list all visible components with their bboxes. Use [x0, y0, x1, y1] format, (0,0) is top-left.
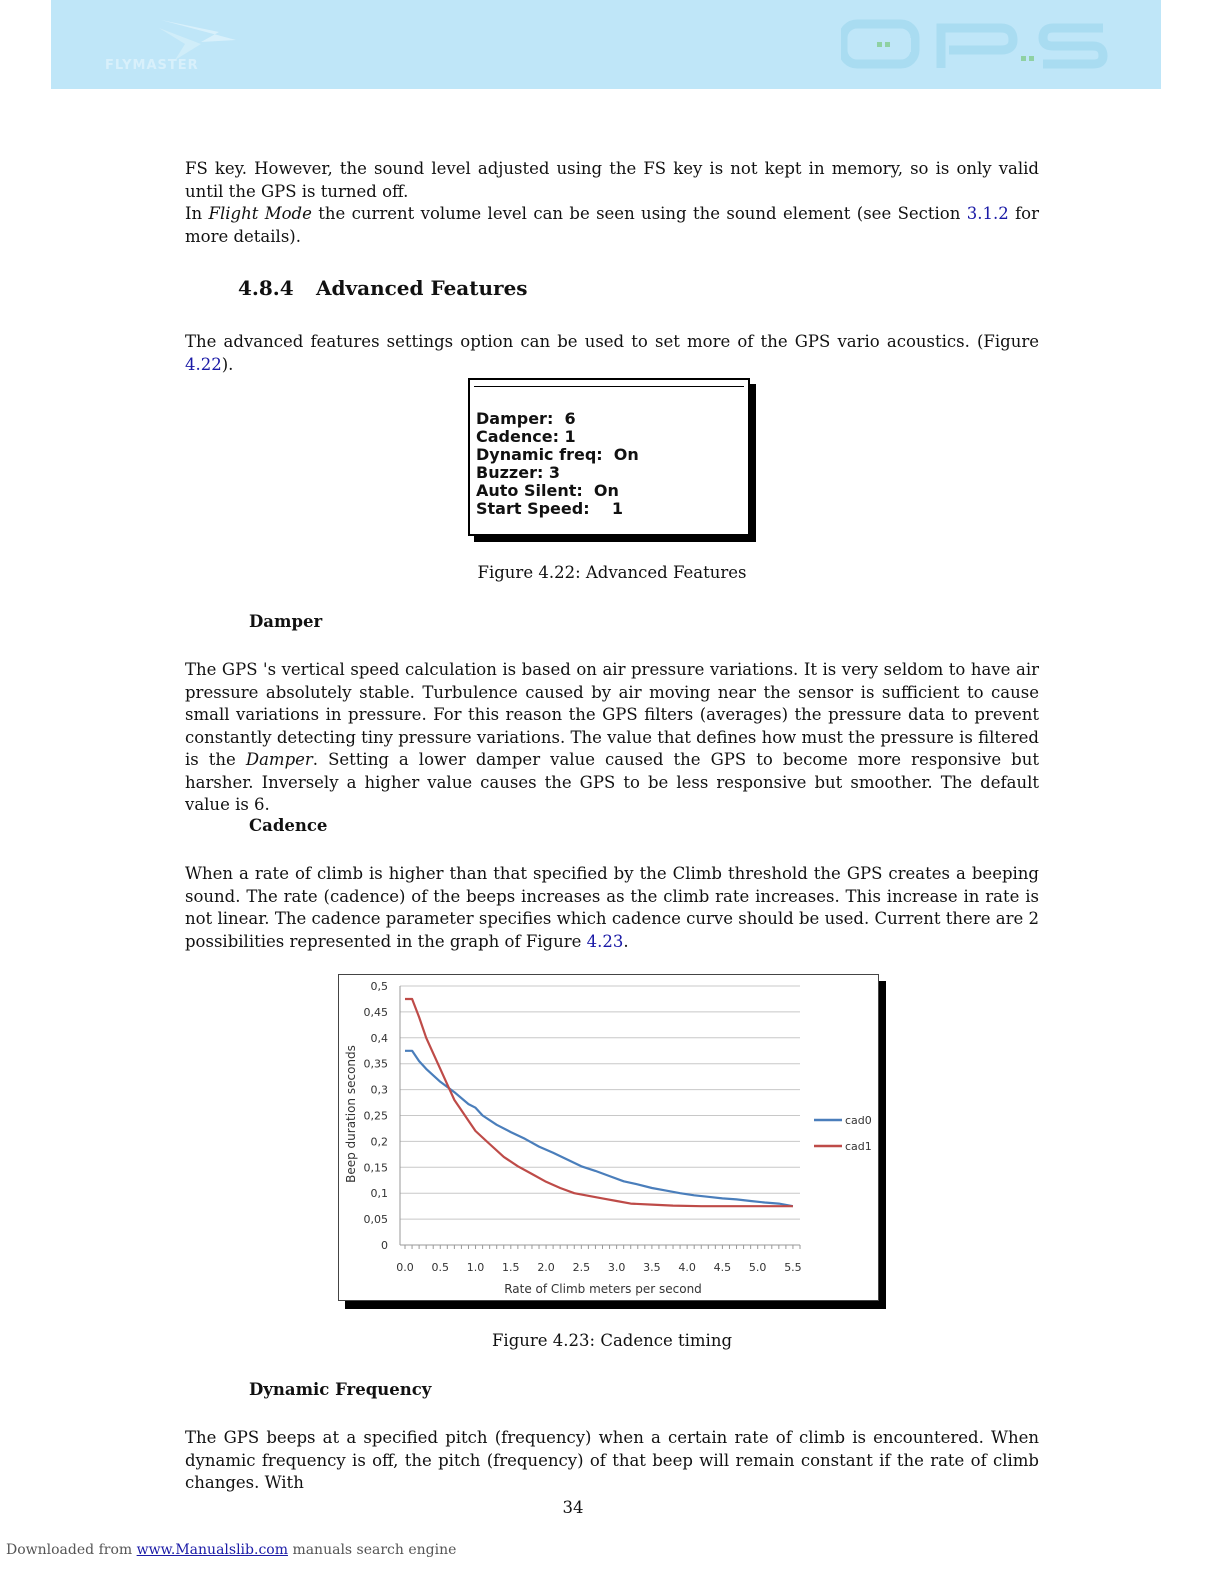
section-intro-post: ). — [221, 354, 234, 374]
damper-heading: Damper — [249, 612, 323, 631]
cadence-heading: Cadence — [249, 816, 328, 835]
header-banner — [51, 0, 1161, 89]
cadence-paragraph — [185, 863, 1039, 953]
legend-label-cad1: cad1 — [845, 1140, 872, 1153]
y-tick-label: 0,05 — [363, 1213, 388, 1227]
x-tick-label: 4.5 — [713, 1261, 732, 1274]
lcd-settings-list — [476, 410, 639, 518]
lcd-row-dynamic-freq: Dynamic freq: On — [476, 445, 639, 464]
footer — [6, 1542, 456, 1558]
y-tick-label: 0,15 — [363, 1161, 388, 1175]
x-tick-label: 0.5 — [431, 1261, 450, 1274]
cadence-text-post: . — [623, 931, 629, 951]
section-heading — [238, 276, 528, 300]
y-tick-label: 0 — [381, 1239, 388, 1252]
series-line-cad0 — [405, 1051, 793, 1206]
x-tick-label: 0.0 — [396, 1261, 414, 1274]
x-tick-label: 5.0 — [748, 1261, 767, 1274]
intro-text-2-post: for more details). — [185, 204, 1039, 246]
footer-prefix: Downloaded from — [6, 1542, 133, 1558]
intro-text-2-mid: the current volume level can be seen using the sound element (see Section — [311, 204, 967, 223]
y-tick-label: 0,45 — [363, 1005, 388, 1019]
lcd-row-cadence: Cadence: 1 — [476, 427, 576, 446]
damper-term: Damper — [245, 750, 313, 769]
y-tick-label: 0,3 — [370, 1083, 388, 1097]
x-tick-label: 3.5 — [643, 1261, 661, 1274]
section-number: 4.8.4 — [238, 276, 294, 300]
y-axis-label: Beep duration seconds — [344, 1045, 358, 1183]
y-tick-label: 0,2 — [370, 1135, 388, 1149]
lcd-row-auto-silent: Auto Silent: On — [476, 481, 619, 500]
lcd-row-start-speed: Start Speed: 1 — [476, 499, 624, 518]
x-tick-label: 2.0 — [537, 1261, 555, 1274]
y-tick-label: 0,1 — [370, 1187, 388, 1201]
section-title: Advanced Features — [316, 276, 528, 300]
figure-4-22-caption: Figure 4.22: Advanced Features — [477, 563, 747, 582]
damper-paragraph — [185, 659, 1039, 817]
damper-text-pre: The GPS 's vertical speed calculation is based on air pressure variations. It is very seldom to have air pressure absolutely stable. Turbulence caused by air moving near the sensor is sufficient to cause small variations in pressure. For this reason the GPS filters (averages) the pressure data to prevent constantly detecting tiny pressure variations. The value that defines how must the pressure is filtered is the — [185, 660, 1039, 769]
y-tick-label: 0,4 — [370, 1031, 388, 1045]
cadence-text-pre: When a rate of climb is higher than that specified by the Climb threshold the GPS creates a beeping sound. The rate (cadence) of the beeps increases as the climb rate increases. This increase in rate is not linear. The cadence parameter specifies which cadence curve should be used. Current there are 2 possibilities represented in the graph of Figure — [185, 864, 1039, 951]
x-tick-label: 3.0 — [607, 1261, 626, 1274]
legend-label-cad0: cad0 — [845, 1114, 872, 1127]
x-axis-label: Rate of Climb meters per second — [504, 1282, 702, 1296]
gps-logo-icon — [841, 16, 1111, 74]
section-intro — [185, 331, 1039, 376]
figure-4-23-caption: Figure 4.23: Cadence timing — [491, 1331, 733, 1350]
y-tick-label: 0,5 — [370, 980, 388, 993]
lcd-title-bar — [474, 386, 744, 387]
y-tick-label: 0,25 — [363, 1109, 388, 1123]
x-tick-label: 4.0 — [678, 1261, 696, 1274]
cadence-chart — [338, 974, 880, 1306]
cadence-chart-svg — [338, 974, 880, 1306]
flight-mode-term: Flight Mode — [208, 204, 312, 223]
advanced-features-screen — [468, 378, 750, 538]
dynamic-frequency-text: The GPS beeps at a specified pitch (frequency) when a certain rate of climb is encountered. When dynamic frequency is off, the pitch (frequency) of that beep will remain constant if the rate of climb changes. With — [185, 1428, 1039, 1492]
figure-link-4-22[interactable]: 4.22 — [185, 354, 222, 374]
brand-name: FLYMASTER — [105, 58, 199, 73]
y-tick-label: 0,35 — [363, 1057, 388, 1071]
intro-paragraph — [185, 158, 1039, 248]
lcd-row-damper: Damper: 6 — [476, 409, 576, 428]
section-intro-pre: The advanced features settings option can be used to set more of the GPS vario acoustics. (Figure — [185, 332, 1039, 351]
figure-link-4-23[interactable]: 4.23 — [586, 931, 624, 951]
damper-text — [185, 659, 1039, 817]
cadence-text — [185, 863, 1039, 953]
lcd-display — [468, 378, 750, 536]
lcd-row-buzzer: Buzzer: 3 — [476, 463, 561, 482]
x-tick-label: 1.5 — [502, 1261, 520, 1274]
dynamic-frequency-heading: Dynamic Frequency — [249, 1380, 432, 1399]
page-number: 34 — [562, 1498, 584, 1517]
manualslib-link[interactable]: www.Manualslib.com — [136, 1542, 288, 1558]
footer-suffix: manuals search engine — [292, 1542, 457, 1558]
intro-text-2-pre: In — [185, 204, 209, 223]
damper-text-post: . Setting a lower damper value caused the GPS to become more responsive but harsher. Inversely a higher value causes the GPS to be less responsive but smoother. The default value is 6. — [185, 750, 1039, 814]
x-tick-label: 1.0 — [466, 1261, 485, 1274]
dynamic-frequency-paragraph — [185, 1427, 1039, 1495]
intro-text-2 — [185, 203, 1039, 248]
section-intro-text — [185, 331, 1039, 376]
section-link-3-1-2[interactable]: 3.1.2 — [966, 204, 1009, 223]
intro-text-1: FS key. However, the sound level adjusted using the FS key is not kept in memory, so is only valid until the GPS is turned off. — [185, 159, 1039, 201]
series-line-cad1 — [405, 999, 793, 1206]
x-tick-label: 5.5 — [784, 1261, 802, 1274]
x-tick-label: 2.5 — [572, 1261, 591, 1274]
